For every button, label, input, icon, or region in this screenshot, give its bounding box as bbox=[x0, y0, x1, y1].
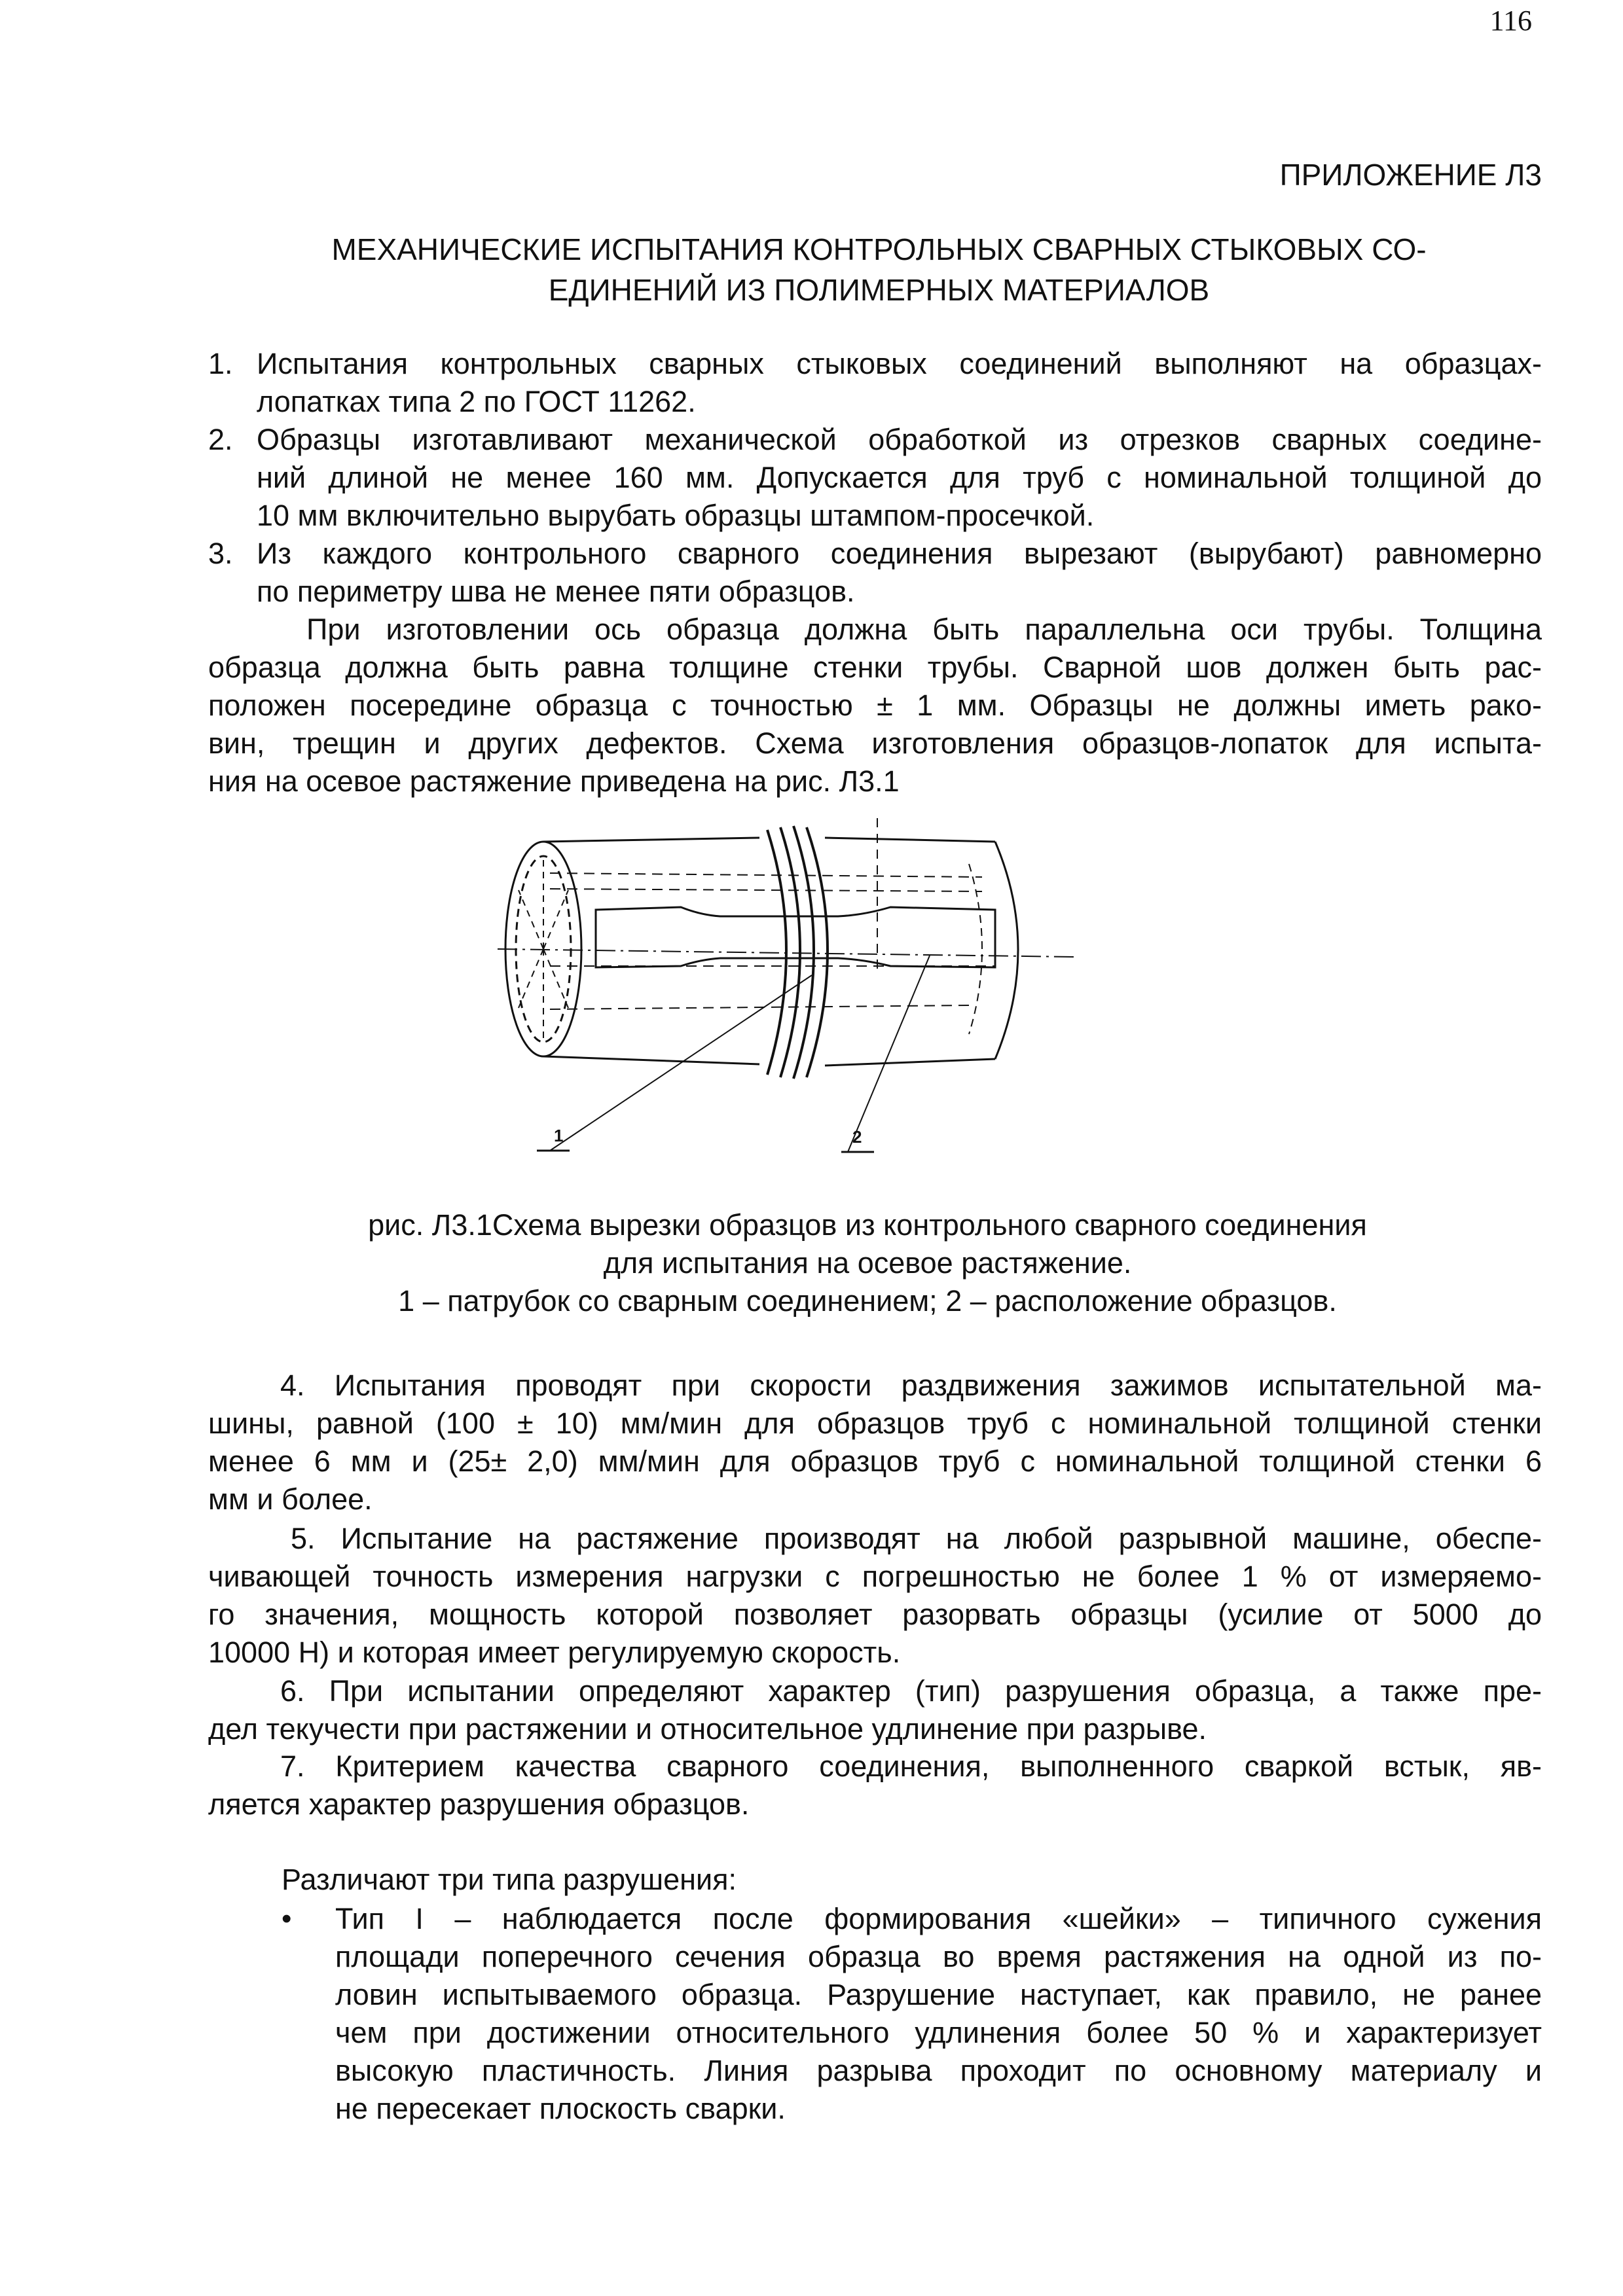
text-line: чем при достижении относительного удлинения более 50 % и характеризует bbox=[335, 2016, 1542, 2049]
text-line: положен посередине образца с точностью ± 1 мм. Образцы не должны иметь рако- bbox=[208, 689, 1542, 722]
text-line: образца должна быть равна толщине стенки трубы. Сварной шов должен быть рас- bbox=[208, 651, 1542, 684]
pipe-top-edge bbox=[543, 838, 759, 842]
paragraph-6 bbox=[208, 1672, 1542, 1748]
text-line: дел текучести при растяжении и относительное удлинение при разрыве. bbox=[208, 1712, 1207, 1746]
text-line: При изготовлении ось образца должна быть параллельна оси трубы. Толщина bbox=[306, 613, 1542, 646]
paragraph-5 bbox=[208, 1520, 1542, 1672]
text-line: лопатках типа 2 по ГОСТ 11262. bbox=[257, 385, 696, 418]
list-number: 2. bbox=[208, 423, 233, 456]
list-item-1 bbox=[208, 345, 1542, 421]
types-intro bbox=[282, 1861, 737, 1899]
list-number: 1. bbox=[208, 347, 233, 380]
bullet-icon: • bbox=[282, 1903, 292, 1935]
text-line: ловин испытываемого образца. Разрушение наступает, как правило, не ранее bbox=[335, 1978, 1542, 2011]
title-line: ЕДИНЕНИЙ ИЗ ПОЛИМЕРНЫХ МАТЕРИАЛОВ bbox=[548, 273, 1210, 307]
text-line: Из каждого контрольного сварного соединения вырезают (вырубают) равномерно bbox=[257, 537, 1542, 570]
text-line: Испытания контрольных сварных стыковых соединений выполняют на образцах- bbox=[257, 347, 1542, 380]
inner-wall-lines bbox=[550, 873, 995, 1009]
pipe-bottom-edge-right bbox=[825, 1059, 995, 1066]
figure-label-1: 1 bbox=[554, 1126, 564, 1145]
paragraph-4 bbox=[208, 1367, 1542, 1518]
pipe-right-end bbox=[995, 842, 1018, 1059]
text-line: 10 мм включительно вырубать образцы штампом-просечкой. bbox=[257, 499, 1095, 532]
weld-ring bbox=[780, 827, 800, 1077]
pipe-right-inner bbox=[969, 864, 982, 1034]
paragraph-7 bbox=[208, 1748, 1542, 1823]
caption-line: рис. Л3.1Схема вырезки образцов из контрольного сварного соединения bbox=[368, 1208, 1367, 1242]
leader-line-1 bbox=[550, 975, 812, 1151]
title-line: МЕХАНИЧЕСКИЕ ИСПЫТАНИЯ КОНТРОЛЬНЫХ СВАРНЫХ СТЫКОВЫХ СО- bbox=[331, 232, 1427, 266]
pipe-top-edge-right bbox=[825, 838, 995, 842]
text-line: чивающей точность измерения нагрузки с погрешностью не более 1 % от измеряемо- bbox=[208, 1560, 1542, 1593]
page-title bbox=[216, 229, 1542, 310]
weld-ring bbox=[793, 826, 814, 1079]
list-item-3 bbox=[208, 535, 1542, 611]
text-line: го значения, мощность которой позволяет разорвать образцы (усилие от 5000 до bbox=[208, 1598, 1542, 1631]
text-line: высокую пластичность. Линия разрыва проходит по основному материалу и bbox=[335, 2054, 1542, 2087]
list-number: 3. bbox=[208, 537, 233, 570]
text-line: ния на осевое растяжение приведена на рис. Л3.1 bbox=[208, 764, 900, 798]
text-line: по периметру шва не менее пяти образцов. bbox=[257, 575, 855, 608]
text-line: менее 6 мм и (25± 2,0) мм/мин для образцов труб с номинальной толщиной стенки 6 bbox=[208, 1444, 1542, 1478]
specimen-outline bbox=[596, 907, 995, 967]
pipe-bottom-edge bbox=[543, 1056, 759, 1064]
text-line: ляется характер разрушения образцов. bbox=[208, 1787, 750, 1821]
text-line: 7. Критерием качества сварного соединения, выполненного сваркой встык, яв- bbox=[280, 1749, 1542, 1783]
text-line: не пересекает плоскость сварки. bbox=[335, 2092, 786, 2125]
list-item-type-1 bbox=[282, 1900, 1542, 2128]
paragraph-preparation bbox=[208, 611, 1542, 800]
appendix-label: ПРИЛОЖЕНИЕ Л3 bbox=[1279, 158, 1542, 192]
text-line: Различают три типа разрушения: bbox=[282, 1863, 737, 1896]
text-line: 5. Испытание на растяжение производят на любой разрывной машине, обеспе- bbox=[291, 1522, 1542, 1555]
leader-line-2 bbox=[848, 956, 930, 1152]
caption-line: 1 – патрубок со сварным соединением; 2 – расположение образцов. bbox=[398, 1284, 1337, 1318]
text-line: Образцы изготавливают механической обработкой из отрезков сварных соедине- bbox=[257, 423, 1542, 456]
text-line: площади поперечного сечения образца во время растяжения на одной из по- bbox=[335, 1940, 1542, 1973]
pipe-specimen-diagram bbox=[484, 818, 1087, 1185]
page-number: 116 bbox=[1489, 5, 1532, 37]
text-line: вин, трещин и других дефектов. Схема изготовления образцов-лопаток для испыта- bbox=[208, 726, 1542, 760]
text-line: 4. Испытания проводят при скорости раздвижения зажимов испытательной ма- bbox=[280, 1369, 1542, 1402]
figure-label-2: 2 bbox=[852, 1127, 862, 1147]
text-line: шины, равной (100 ± 10) мм/мин для образцов труб с номинальной толщиной стенки bbox=[208, 1407, 1542, 1440]
list-item-2 bbox=[208, 421, 1542, 535]
figure-caption bbox=[216, 1206, 1519, 1320]
caption-line: для испытания на осевое растяжение. bbox=[603, 1246, 1132, 1280]
text-line: мм и более. bbox=[208, 1482, 373, 1516]
text-line: Тип I – наблюдается после формирования «шейки» – типичного сужения bbox=[335, 1902, 1542, 1935]
text-line: ний длиной не менее 160 мм. Допускается для труб с номинальной толщиной до bbox=[257, 461, 1542, 494]
text-line: 10000 Н) и которая имеет регулируемую скорость. bbox=[208, 1636, 901, 1669]
text-line: 6. При испытании определяют характер (тип) разрушения образца, а также пре- bbox=[280, 1674, 1542, 1708]
weld-ring bbox=[807, 827, 828, 1077]
